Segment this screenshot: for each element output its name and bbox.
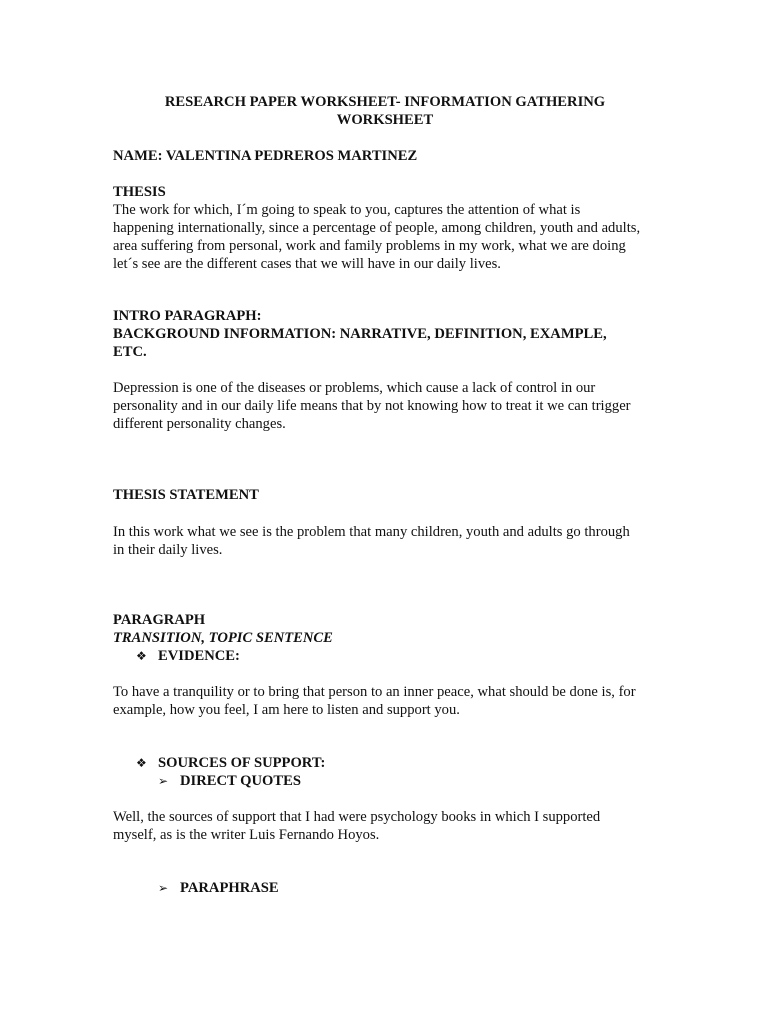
arrow-bullet-icon: ➢ — [158, 774, 169, 788]
sources-bullet — [136, 754, 325, 772]
paraphrase-label: PARAPHRASE — [180, 880, 279, 896]
diamond-bullet-icon: ❖ — [136, 756, 147, 770]
evidence-bullet — [136, 647, 240, 665]
name-line: NAME: VALENTINA PEDREROS MARTINEZ — [113, 148, 418, 164]
thesis-statement-heading: THESIS STATEMENT — [113, 487, 259, 503]
arrow-bullet-icon: ➢ — [158, 881, 169, 895]
paragraph-heading: PARAGRAPH — [113, 612, 206, 628]
title-line-1: RESEARCH PAPER WORKSHEET- INFORMATION GATHERING — [164, 94, 606, 110]
transition-heading: TRANSITION, TOPIC SENTENCE — [113, 630, 333, 646]
intro-heading: INTRO PARAGRAPH: — [113, 308, 262, 324]
title-line-2: WORKSHEET — [336, 112, 434, 128]
thesis-text: The work for which, I´m going to speak to you, captures the attention of what is happening internationally, since a percentage of people, among children, youth and adults, area suffering from personal, work and family problems in my work, what we are doing let´s see are the different cases that we will have in our daily lives. — [113, 202, 641, 272]
direct-quotes-bullet — [158, 772, 301, 790]
sources-label: SOURCES OF SUPPORT: — [158, 755, 326, 771]
thesis-heading: THESIS — [113, 184, 166, 200]
intro-text: Depression is one of the diseases or problems, which cause a lack of control in our personality and in our daily life means that by not knowing how to treat it we can trigger different personality changes. — [113, 380, 631, 432]
evidence-text: To have a tranquility or to bring that person to an inner peace, what should be done is, for example, how you feel, I am here to listen and support you. — [113, 684, 636, 718]
background-heading: BACKGROUND INFORMATION: NARRATIVE, DEFINITION, EXAMPLE, ETC. — [113, 326, 607, 360]
document-title — [113, 93, 657, 129]
diamond-bullet-icon: ❖ — [136, 649, 147, 663]
sources-text: Well, the sources of support that I had were psychology books in which I supported myself, as is the writer Luis Fernando Hoyos. — [113, 809, 601, 843]
evidence-label: EVIDENCE: — [158, 648, 240, 664]
paraphrase-bullet — [158, 879, 279, 897]
direct-quotes-label: DIRECT QUOTES — [180, 773, 301, 789]
thesis-statement-text: In this work what we see is the problem that many children, youth and adults go through in their daily lives. — [113, 524, 630, 558]
